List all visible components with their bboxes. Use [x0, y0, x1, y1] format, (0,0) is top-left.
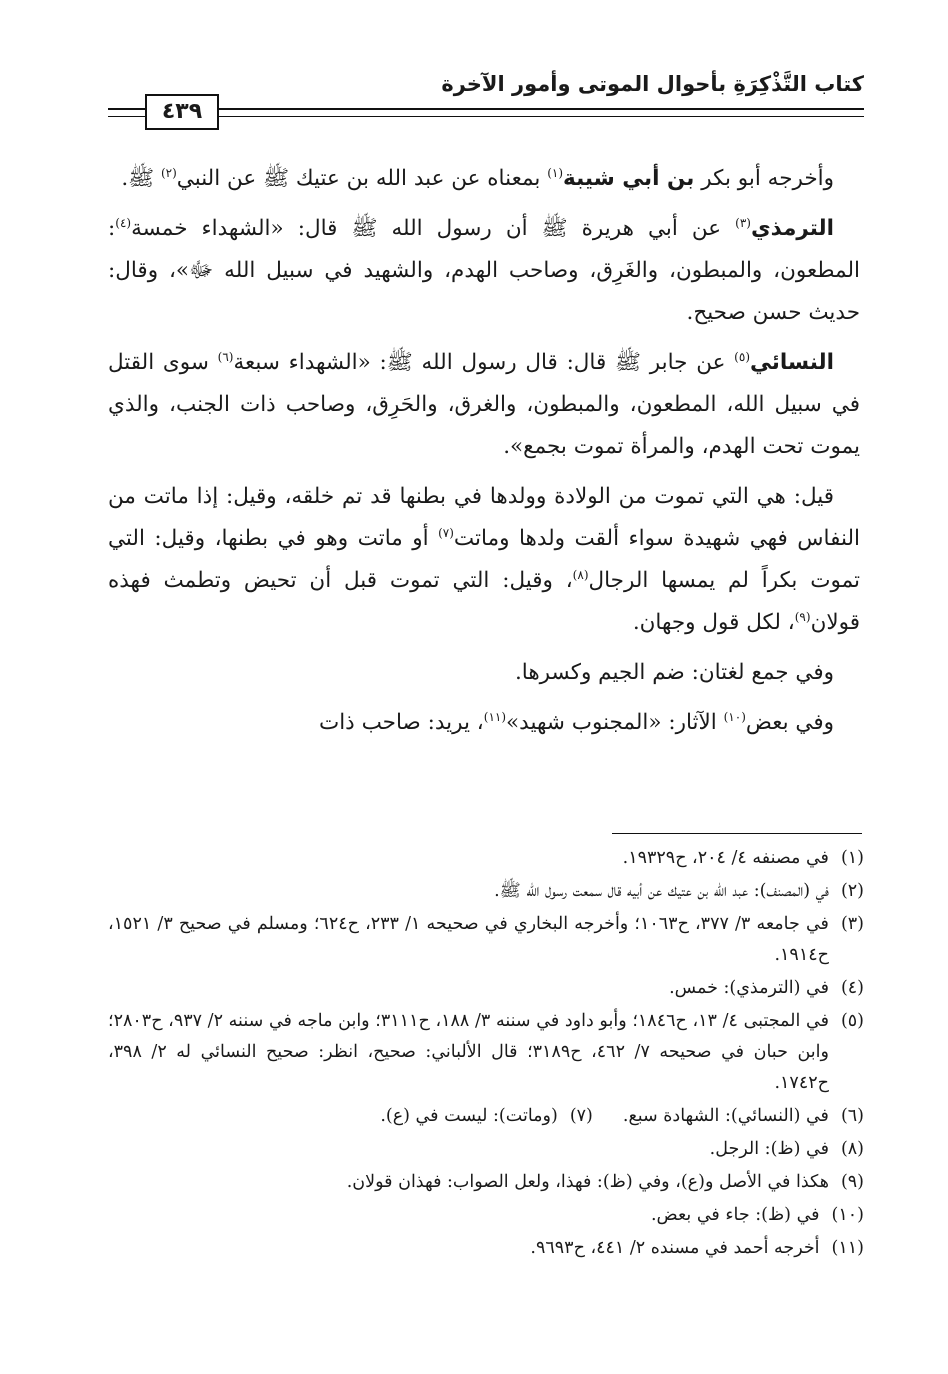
text-run: : المطعون، والمبطون، والغَرِق، وصاحب الهدم، والشهيد في سبيل الله ﷻ»، وقال: حديث حسن صحيح. — [108, 216, 860, 325]
footnote-ref: (١١) — [483, 709, 507, 724]
footnote-number: (٣) — [840, 914, 864, 934]
footnote-number: (٤) — [840, 978, 864, 998]
paragraph-2 — [108, 208, 860, 334]
footnote-ref: (٨) — [572, 567, 589, 582]
footnote-text: في (الترمذي): خمس. — [669, 978, 829, 998]
footnote-ref: (٢) — [160, 165, 177, 180]
text-run: سوى القتل في سبيل الله، المطعون، والمبطون، والغرق، والحَرِق، وصاحب ذات الجنب، والذي يموت تحت الهدم، والمرأة تموت بجمع». — [108, 350, 860, 459]
footnote-7 — [380, 1101, 593, 1132]
source-name: الترمذي — [750, 216, 834, 241]
footnote-ref: (٧) — [438, 525, 454, 540]
footnote-10 — [108, 1200, 864, 1231]
footnote-1 — [108, 843, 864, 874]
footnote-number: (٨) — [840, 1139, 864, 1159]
text-run: عن أبي هريرة ﷺ أن رسول الله ﷺ قال: «الشهداء خمسة — [131, 216, 736, 241]
footnote-text: أخرجه أحمد في مسنده ٢/ ٤٤١، ح٩٦٩٣. — [530, 1238, 820, 1258]
footnote-text: في (المصنف): عبد الله بن عتيك عن أبيه قال سمعت رسول الله ﷺ. — [494, 881, 829, 901]
header-rule-top — [108, 108, 864, 110]
text-run: عن جابر ﷺ قال: قال رسول الله ﷺ: «الشهداء سبعة — [233, 350, 735, 375]
footnote-text: في (ظ): الرجل. — [709, 1139, 829, 1159]
footnote-text: في جامعه ٣/ ٣٧٧، ح١٠٦٣؛ وأخرجه البخاري في صحيحه ١/ ٢٣٣، ح٦٢٤؛ ومسلم في صحيح ٣/ ١٥٢١، ح١٩١٤. — [108, 914, 829, 965]
footnote-ref: (١) — [547, 165, 564, 180]
footnote-text: في (النسائي): الشهادة سبع. — [622, 1106, 829, 1126]
footnote-number: (١) — [840, 848, 864, 868]
text-run: الآثار: «المجنوب شهيد» — [506, 710, 724, 735]
footnote-number: (٧) — [569, 1106, 593, 1126]
text-run: ، وقيل: التي تموت قبل أن تحيض وتطمث فهذه قولان — [108, 568, 860, 635]
paragraph-3 — [108, 342, 860, 468]
source-name: النسائي — [750, 350, 834, 375]
footnote-6 — [623, 1101, 864, 1132]
text-run: وأخرجه أبو بكر — [694, 166, 834, 191]
paragraph-4 — [108, 476, 860, 644]
footnote-number: (٢) — [840, 881, 864, 901]
footnote-separator — [612, 833, 862, 834]
paragraph-5: وفي جمع لغتان: ضم الجيم وكسرها. — [514, 660, 834, 685]
footnote-11 — [108, 1233, 864, 1264]
footnote-3 — [108, 909, 864, 971]
footnote-ref: (٤) — [115, 215, 132, 230]
footnote-number: (٦) — [840, 1106, 864, 1126]
text-run: ، لكل قول وجهان. — [632, 610, 795, 635]
footnotes-6-7-row — [108, 1101, 864, 1134]
text-run: بمعناه عن عبد الله بن عتيك ﷺ عن النبي — [176, 166, 548, 191]
footnote-text: (وماتت): ليست في (ع). — [380, 1106, 558, 1126]
text-run: وفي بعض — [745, 710, 834, 735]
footnote-4 — [108, 973, 864, 1004]
footnote-number: (٥) — [840, 1011, 864, 1031]
footnote-2 — [108, 876, 864, 907]
running-header-title: كتاب التَّذْكِرَةِ بأحوال الموتى وأمور الآخرة — [441, 72, 864, 96]
footnote-text: في (ظ): جاء في بعض. — [650, 1205, 820, 1225]
footnote-text: هكذا في الأصل و(ع)، وفي (ظ): فهذا، ولعل الصواب: فهذان قولان. — [346, 1172, 829, 1192]
footnotes — [108, 843, 864, 1266]
text-run: قيل: هي التي تموت من الولادة وولدها في بطنها قد تم خلقه، وقيل: إذا ماتت من النفاس فهي شهيدة سواء ألقت ولدها وماتت — [108, 484, 860, 551]
footnote-ref: (٣) — [735, 215, 751, 230]
main-text — [108, 158, 860, 752]
paragraph-1 — [108, 158, 860, 200]
text-run: أو ماتت وهو في بطنها، وقيل: التي تموت بكراً لم يمسها الرجال — [108, 526, 861, 593]
footnote-ref: (٥) — [734, 349, 750, 364]
footnote-number: (٩) — [840, 1172, 864, 1192]
footnote-ref: (١٠) — [723, 709, 746, 724]
paragraph-6 — [108, 702, 860, 744]
footnote-text: في المجتبى ٤/ ١٣، ح١٨٤٦؛ وأبو داود في سننه ٣/ ١٨٨، ح٣١١١؛ وابن ماجه في سننه ٢/ ٩٣٧، ح٢٨٠٣؛ وابن حبان في صحيحه ٧/ ٤٦٢، ح٣١٨٩؛ قال الألباني: صحيح، انظر: صحيح النسائي له ٢/ ٣٩٨، ح١٧٤٢. — [108, 1011, 829, 1093]
header-rule-bottom — [108, 116, 864, 117]
author-name: بن أبي شيبة — [563, 166, 695, 191]
footnote-ref: (٩) — [794, 609, 811, 624]
footnote-number: (١٠) — [831, 1205, 864, 1225]
page-number: ٤٣٩ — [145, 94, 219, 130]
footnote-9 — [108, 1167, 864, 1198]
footnote-number: (١١) — [831, 1238, 864, 1258]
text-run: ، يريد: صاحب ذات — [318, 710, 484, 735]
text-run: ﷺ. — [121, 166, 161, 191]
footnote-8 — [108, 1134, 864, 1165]
footnote-text: في مصنفه ٤/ ٢٠٤، ح١٩٣٢٩. — [622, 848, 829, 868]
footnote-5 — [108, 1006, 864, 1099]
footnote-ref: (٦) — [217, 349, 234, 364]
